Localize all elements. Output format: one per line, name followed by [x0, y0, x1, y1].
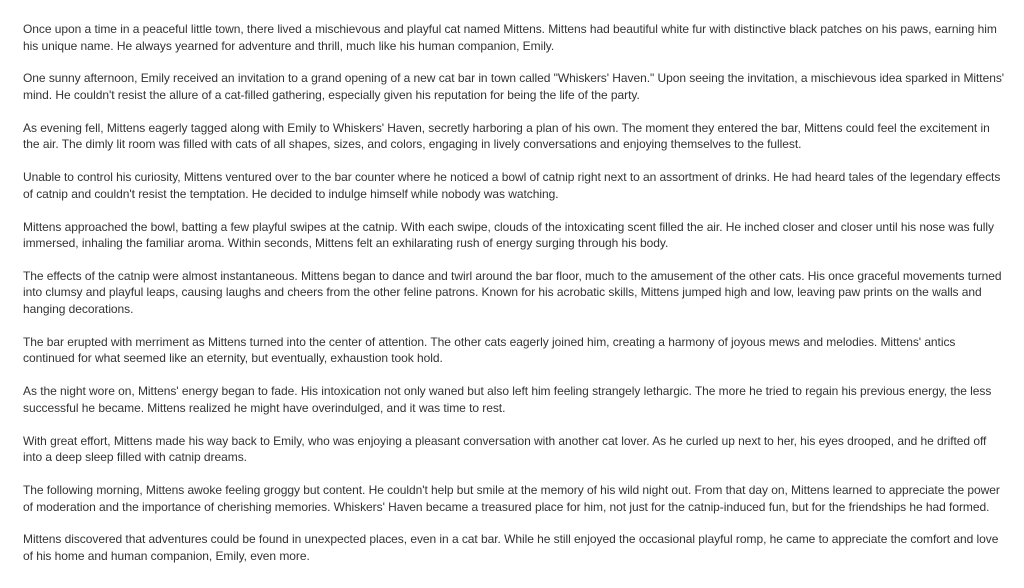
paragraph: With great effort, Mittens made his way back to Emily, who was enjoying a pleasant conversation with another cat lover. As he curled up next to her, his eyes drooped, and he drifted off into a deep sleep filled with catnip dreams. — [23, 433, 987, 465]
paragraph: Once upon a time in a peaceful little town, there lived a mischievous and playful cat named Mittens. Mittens had beautiful white fur with distinctive black patches on his paws, earning him his unique name. He always yearned for adventure and thrill, much like his human companion, Emily. — [23, 22, 997, 53]
paragraph: Unable to control his curiosity, Mittens ventured over to the bar counter where he noticed a bowl of catnip right next to an assortment of drinks. He had heard tales of the legendary effects of catnip and couldn't resist the temptation. He decided to indulge himself while nobody was watching. — [23, 170, 1001, 201]
paragraph: Mittens discovered that adventures could be found in unexpected places, even in a cat bar. While he still enjoyed the occasional playful romp, he came to appreciate the comfort and love of his home and human companion, Emily, even more. — [23, 532, 999, 563]
paragraph: The effects of the catnip were almost instantaneous. Mittens began to dance and twirl around the bar floor, much to the amusement of the other cats. His once graceful movements turned into clumsy and playful leaps, causing laughs and cheers from the other feline patrons. Known for his acrobatic skills, Mittens jumped high and low, leaving paw prints on the walls and hanging decorations. — [23, 268, 1002, 316]
paragraph: The bar erupted with merriment as Mittens turned into the center of attention. The other cats eagerly joined him, creating a harmony of joyous mews and melodies. Mittens' antics continued for what seemed like an eternity, but eventually, exhaustion took hold. — [23, 334, 956, 366]
paragraph: The following morning, Mittens awoke feeling groggy but content. He couldn't help but smile at the memory of his wild night out. From that day on, Mittens learned to appreciate the power of moderation and the importance of cherishing memories. Whiskers' Haven became a treasured place for him, not just for the catnip-induced fun, but for the friendships he had formed. — [23, 483, 1000, 514]
paragraph: As evening fell, Mittens eagerly tagged along with Emily to Whiskers' Haven, secretly harboring a plan of his own. The moment they entered the bar, Mittens could feel the excitement in the air. The dimly lit room was filled with cats of all shapes, sizes, and colors, engaging in lively conversations and enjoying themselves to the fullest. — [23, 120, 990, 152]
paragraph: As the night wore on, Mittens' energy began to fade. His intoxication not only waned but also left him feeling strangely lethargic. The more he tried to regain his previous energy, the less successful he became. Mittens realized he might have overindulged, and it was time to rest. — [23, 384, 992, 415]
paragraph: One sunny afternoon, Emily received an invitation to a grand opening of a new cat bar in town called "Whiskers' Haven." Upon seeing the invitation, a mischievous idea sparked in Mittens' mind. He couldn't resist the allure of a cat-filled gathering, especially given his reputation for being the life of the party. — [23, 71, 1005, 102]
story-text — [23, 21, 1008, 581]
paragraph: Mittens approached the bowl, batting a few playful swipes at the catnip. With each swipe, clouds of the intoxicating scent filled the air. He inched closer and closer until his nose was fully immersed, inhaling the familiar aroma. Within seconds, Mittens felt an exhilarating rush of energy surging through his body. — [23, 219, 994, 251]
